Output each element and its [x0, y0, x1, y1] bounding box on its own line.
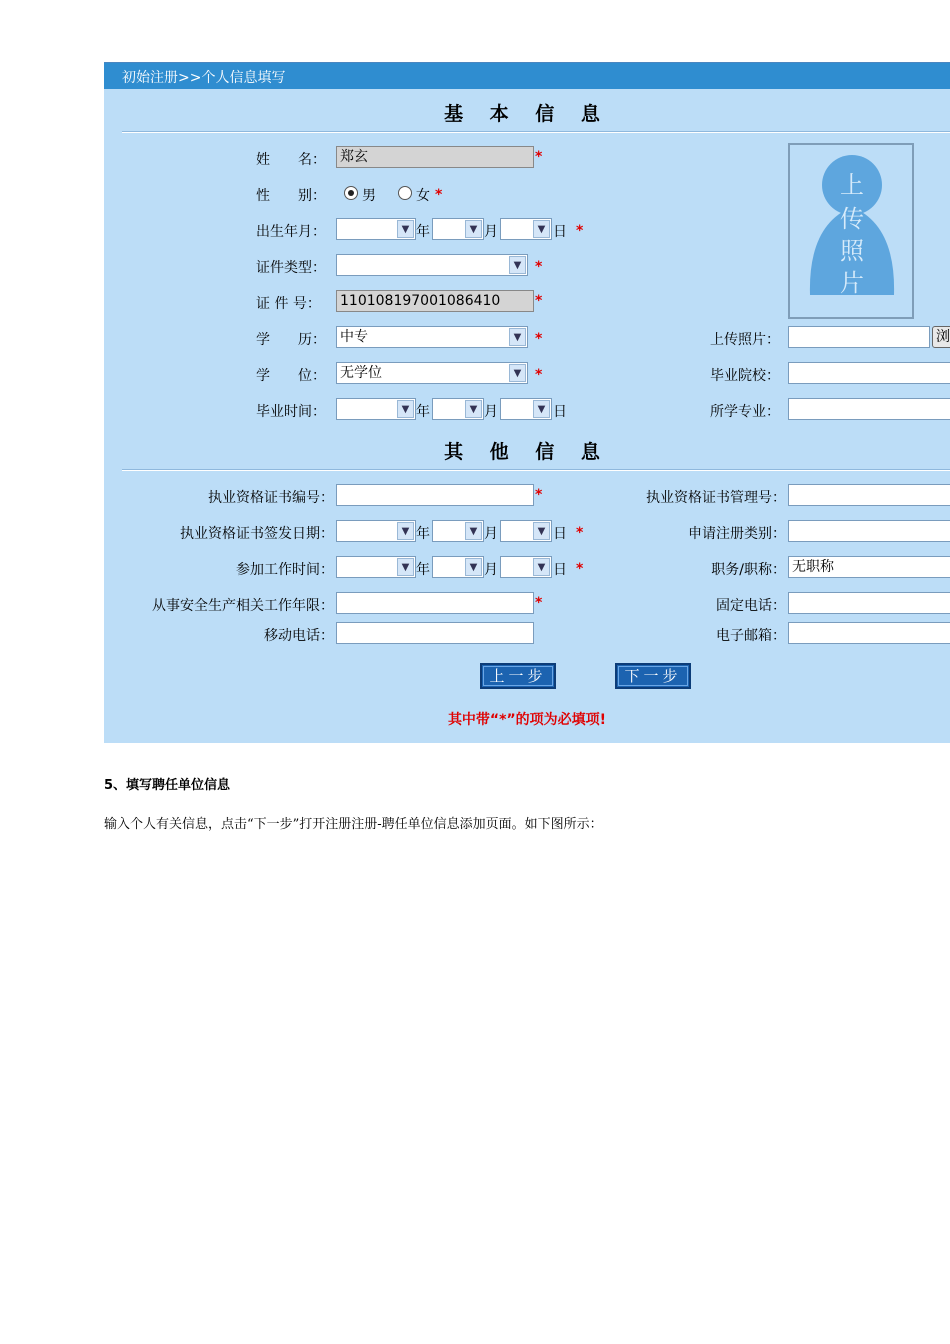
grad-day-select[interactable] [500, 398, 552, 420]
cert-number-label: 执业资格证书编号： [208, 490, 334, 506]
school-input[interactable] [788, 362, 950, 384]
id-type-label: 证件类型： [256, 260, 326, 276]
required-mark: * [535, 595, 543, 611]
email-label: 电子邮箱： [716, 628, 786, 644]
day-unit: 日 [553, 562, 567, 578]
required-mark: * [535, 293, 543, 309]
other-info-title: 其 他 信 息 [444, 441, 610, 463]
reg-type-input[interactable] [788, 520, 950, 542]
id-type-select[interactable] [336, 254, 528, 276]
year-unit: 年 [416, 224, 430, 240]
work-start-label: 参加工作时间： [236, 562, 334, 578]
required-mark: * [576, 561, 584, 577]
gender-female-label: 女 [416, 188, 430, 204]
month-unit: 月 [484, 562, 498, 578]
gender-male-label: 男 [362, 188, 376, 204]
chevron-down-icon: ▼ [533, 522, 550, 540]
cert-issue-date-label: 执业资格证书签发日期： [180, 526, 334, 542]
chevron-down-icon: ▼ [533, 400, 550, 418]
month-unit: 月 [484, 404, 498, 420]
chevron-down-icon: ▼ [509, 364, 526, 382]
birth-year-select[interactable] [336, 218, 416, 240]
school-label: 毕业院校： [710, 368, 780, 384]
year-unit: 年 [416, 526, 430, 542]
day-unit: 日 [553, 404, 567, 420]
phone-label: 固定电话： [716, 598, 786, 614]
photo-char: 片 [840, 269, 864, 297]
issue-year-select[interactable] [336, 520, 416, 542]
chevron-down-icon: ▼ [509, 328, 526, 346]
name-input[interactable]: 郑玄 [336, 146, 534, 168]
cert-mgmt-input[interactable] [788, 484, 950, 506]
work-year-select[interactable] [336, 556, 416, 578]
education-label: 学 历： [256, 332, 326, 348]
gender-female-radio[interactable] [398, 186, 412, 200]
degree-label: 学 位： [256, 368, 326, 384]
upload-photo-input[interactable] [788, 326, 930, 348]
chevron-down-icon: ▼ [465, 220, 482, 238]
chevron-down-icon: ▼ [397, 220, 414, 238]
chevron-down-icon: ▼ [465, 400, 482, 418]
education-select[interactable] [336, 326, 528, 348]
required-mark: * [535, 259, 543, 275]
safety-years-input[interactable] [336, 592, 534, 614]
browse-button[interactable]: 浏 [932, 326, 950, 348]
year-unit: 年 [416, 404, 430, 420]
month-unit: 月 [484, 224, 498, 240]
reg-type-label: 申请注册类别： [688, 526, 786, 542]
name-label: 姓 名： [256, 152, 326, 168]
basic-info-title: 基 本 信 息 [444, 103, 610, 125]
required-mark: * [576, 525, 584, 541]
job-title-input[interactable]: 无职称 [788, 556, 950, 578]
issue-day-select[interactable] [500, 520, 552, 542]
registration-form [104, 62, 950, 743]
section-heading: 5、填写聘任单位信息 [104, 778, 231, 793]
day-unit: 日 [553, 224, 567, 240]
prev-step-button[interactable]: 上一步 [480, 663, 556, 689]
chevron-down-icon: ▼ [533, 558, 550, 576]
job-title-label: 职务/职称： [711, 562, 786, 578]
grad-month-select[interactable] [432, 398, 484, 420]
work-month-select[interactable] [432, 556, 484, 578]
day-unit: 日 [553, 526, 567, 542]
required-mark: * [535, 367, 543, 383]
degree-value: 无学位 [340, 365, 382, 381]
phone-input[interactable] [788, 592, 950, 614]
id-number-input[interactable]: 110108197001086410 [336, 290, 534, 312]
safety-years-label: 从事安全生产相关工作年限： [152, 598, 334, 614]
chevron-down-icon: ▼ [465, 558, 482, 576]
next-step-button[interactable]: 下一步 [615, 663, 691, 689]
graduation-time-label: 毕业时间： [256, 404, 326, 420]
photo-char: 照 [840, 237, 864, 265]
title-bar [104, 63, 950, 89]
upload-photo-label: 上传照片： [710, 332, 780, 348]
mobile-input[interactable] [336, 622, 534, 644]
email-input[interactable] [788, 622, 950, 644]
gender-male-radio[interactable] [344, 186, 358, 200]
id-number-label: 证 件 号： [256, 296, 321, 312]
month-unit: 月 [484, 526, 498, 542]
degree-select[interactable] [336, 362, 528, 384]
chevron-down-icon: ▼ [397, 558, 414, 576]
issue-month-select[interactable] [432, 520, 484, 542]
required-mark: * [535, 149, 543, 165]
photo-char: 传 [840, 205, 864, 233]
required-note: 其中带“*”的项为必填项! [447, 712, 607, 728]
required-mark: * [576, 223, 584, 239]
cert-mgmt-label: 执业资格证书管理号： [646, 490, 786, 506]
major-input[interactable] [788, 398, 950, 420]
cert-number-input[interactable] [336, 484, 534, 506]
birth-month-select[interactable] [432, 218, 484, 240]
instruction-paragraph: 输入个人有关信息，点击“下一步”打开注册注册-聘任单位信息添加页面。如下图所示： [104, 817, 603, 832]
chevron-down-icon: ▼ [533, 220, 550, 238]
divider [122, 131, 950, 133]
grad-year-select[interactable] [336, 398, 416, 420]
required-mark: * [435, 187, 443, 203]
divider [122, 469, 950, 471]
gender-label: 性 别： [256, 188, 326, 204]
mobile-label: 移动电话： [264, 628, 334, 644]
required-mark: * [535, 487, 543, 503]
chevron-down-icon: ▼ [509, 256, 526, 274]
photo-placeholder [788, 143, 914, 319]
chevron-down-icon: ▼ [397, 400, 414, 418]
chevron-down-icon: ▼ [397, 522, 414, 540]
breadcrumb: 初始注册>>个人信息填写 [122, 70, 286, 86]
person-silhouette-icon [790, 145, 912, 317]
major-label: 所学专业： [710, 404, 780, 420]
work-day-select[interactable] [500, 556, 552, 578]
birth-day-select[interactable] [500, 218, 552, 240]
photo-char: 上 [840, 171, 864, 199]
required-mark: * [535, 331, 543, 347]
education-value: 中专 [340, 329, 368, 345]
chevron-down-icon: ▼ [465, 522, 482, 540]
year-unit: 年 [416, 562, 430, 578]
birth-label: 出生年月： [256, 224, 326, 240]
